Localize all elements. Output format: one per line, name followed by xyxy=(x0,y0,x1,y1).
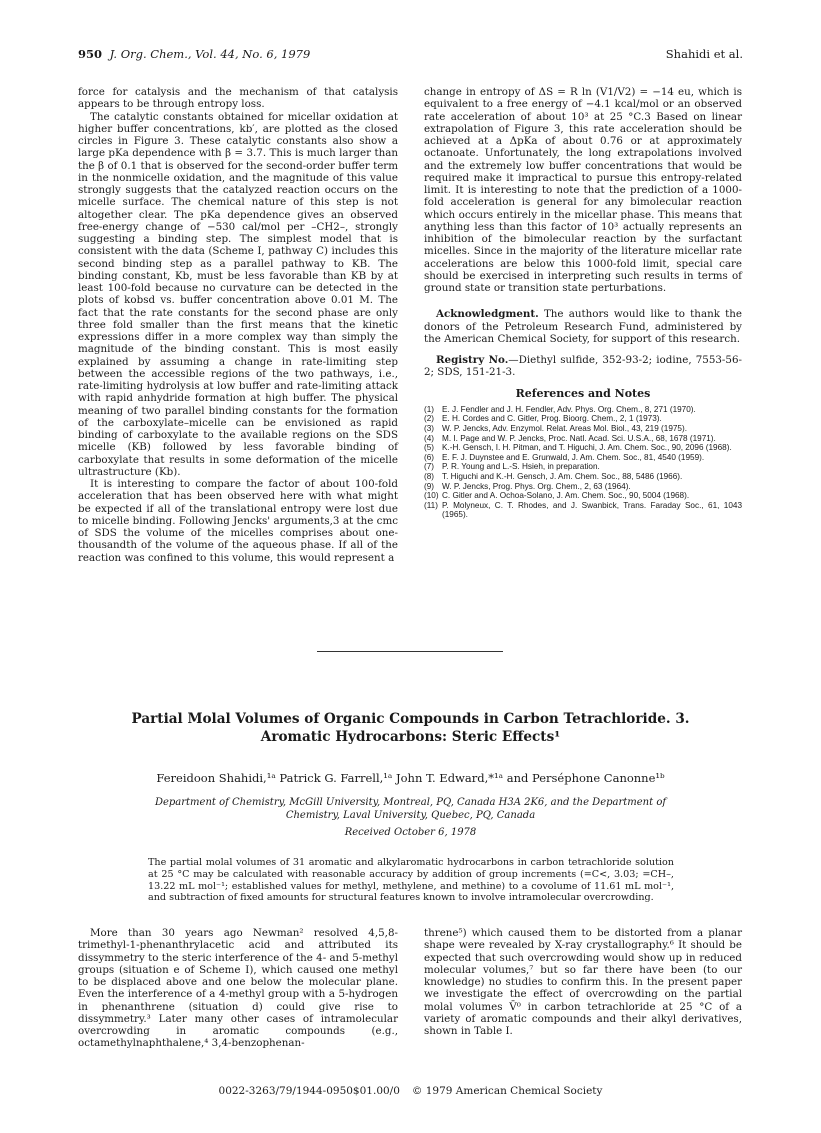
article-body-left-column xyxy=(78,927,398,1050)
reference-item xyxy=(424,482,742,492)
page-number: 950 xyxy=(78,47,103,61)
reference-item xyxy=(424,501,742,520)
reference-number: (3) xyxy=(424,423,435,433)
reference-number: (4) xyxy=(424,433,435,443)
reference-item xyxy=(424,462,742,472)
article-code: 0022-3263/79/1944-0950$01.00/0 xyxy=(218,1085,400,1097)
copyright: © 1979 American Chemical Society xyxy=(411,1085,603,1097)
reference-text: W. P. Jencks, Prog. Phys. Org. Chem., 2, 63 (1964). xyxy=(442,481,631,491)
prev-article-right-column xyxy=(424,86,742,520)
article-body-right-column xyxy=(424,927,742,1037)
paragraph: More than 30 years ago Newman² resolved 4,5,8-trimethyl-1-phenanthrylacetic acid and attributed its dissymmetry to the steric interference of the 4- and 5-methyl groups (situation e of Scheme I), which caused one methyl to be displaced above and one below the molecular plane. Even the interference of a 4-methyl group with a 5-hydrogen in phenanthrene (situation d) could give rise to dissymmetry.³ Later many other cases of intramolecular overcrowding in aromatic compounds (e.g., octamethylnaphthalene,⁴ 3,4-benzophenan- xyxy=(78,927,398,1050)
abstract: The partial molal volumes of 31 aromatic and alkylaromatic hydrocarbons in carbon tetrachloride solution at 25 °C may be calculated with reasonable accuracy by addition of group increments (=C<, 3.03; =CH–, 13.22 mL mol⁻¹; established values for methyl, methylene, and methine) to a covolume of 11.61 mL mol⁻¹, and subtraction of fixed amounts for structural features known to involve intramolecular overcrowding. xyxy=(148,857,674,904)
reference-item xyxy=(424,491,742,501)
prev-article-left-column xyxy=(78,86,398,564)
reference-number: (8) xyxy=(424,471,435,481)
registry-numbers xyxy=(424,354,742,379)
reference-number: (1) xyxy=(424,404,435,414)
title-line-1: Partial Molal Volumes of Organic Compounds in Carbon Tetrachloride. 3. xyxy=(131,711,690,727)
page-footer xyxy=(80,1085,741,1097)
reference-text: C. Gitler and A. Ochoa-Solano, J. Am. Chem. Soc., 90, 5004 (1968). xyxy=(442,491,690,501)
reference-text: K.-H. Gensch, I. H. Pitman, and T. Higuchi, J. Am. Chem. Soc., 90, 2096 (1968). xyxy=(442,443,732,453)
paragraph: threne⁵) which caused them to be distorted from a planar shape were revealed by X-ray crystallography.⁶ It should be expected that such overcrowding would show up in reduced molecular volumes,⁷ but so far there have been (to our knowledge) no studies to confirm this. In the present paper we investigate the effect of overcrowding on the partial molal volumes V̄⁰ in carbon tetrachloride at 25 °C of a variety of aromatic compounds and their alkyl derivatives, shown in Table I. xyxy=(424,927,742,1037)
received-date: Received October 6, 1978 xyxy=(344,827,477,838)
registry-label: Registry No. xyxy=(436,354,509,366)
reference-item xyxy=(424,453,742,463)
reference-number: (5) xyxy=(424,443,435,453)
reference-text: W. P. Jencks, Adv. Enzymol. Relat. Areas Mol. Biol., 43, 219 (1975). xyxy=(442,423,687,433)
reference-number: (7) xyxy=(424,462,435,472)
paragraph: The catalytic constants obtained for micellar oxidation at higher buffer concentrations, kb′, are plotted as the closed circles in Figure 3. These catalytic constants also show a large pKa dependence with β = 3.7. This is much larger than the β of 0.1 that is observed for the second-order buffer term in the nonmicelle oxidation, and the magnitude of this value strongly suggests that the catalyzed reaction occurs on the micelle surface. The chemical nature of this step is not altogether clear. The pKa dependence gives an observed free-energy change of −530 cal/mol per –CH2–, strongly suggesting a binding step. The simplest model that is consistent with the data (Scheme I, pathway C) includes this second binding step as a parallel pathway to KB. The binding constant, Kb, must be less favorable than KB by at least 100-fold because no curvature can be detected in the plots of kobsd vs. buffer concentration above 0.01 M. The fact that the rate constants for the second phase are only three fold smaller than the first means that the kinetic expressions differ in a more complex way than simply the magnitude of the binding constant. This is most easily explained by assuming a change in rate-limiting step between the accessible regions of the two pathways, i.e., rate-limiting hydrolysis at low buffer and rate-limiting attack with rapid anhydride formation at high buffer. The physical meaning of two parallel binding constants for the formation of the carboxylate–micelle can be envisioned as rapid binding of carboxylate to the available regions on the SDS micelle (KB) followed by less favorable binding of carboxylate that results in some deformation of the micelle ultrastructure (Kb). xyxy=(78,110,398,478)
reference-number: (9) xyxy=(424,481,435,491)
reference-item xyxy=(424,424,742,434)
reference-number: (10) xyxy=(424,491,439,501)
reference-text: E. F. J. Duynstee and E. Grunwald, J. Am. Chem. Soc., 81, 4540 (1959). xyxy=(442,452,705,462)
author-list: Fereidoon Shahidi,¹ᵃ Patrick G. Farrell,¹ᵃ John T. Edward,*¹ᵃ and Perséphone Canonne¹ᵇ xyxy=(156,771,665,785)
reference-text: E. J. Fendler and J. H. Fendler, Adv. Phys. Org. Chem., 8, 271 (1970). xyxy=(442,404,696,414)
reference-number: (2) xyxy=(424,414,435,424)
reference-text: M. I. Page and W. P. Jencks, Proc. Natl. Acad. Sci. U.S.A., 68, 1678 (1971). xyxy=(442,433,716,443)
reference-item xyxy=(424,414,742,424)
reference-text: E. H. Cordes and C. Gitler, Prog. Bioorg. Chem., 2, 1 (1973). xyxy=(442,414,662,424)
acknowledgment-text: The authors would like to thank the donors of the Petroleum Research Fund, administered by the American Chemical Society, for support of this research. xyxy=(424,308,742,345)
affiliation: Department of Chemistry, McGill University, Montreal, PQ, Canada H3A 2K6, and the Department of Chemistry, Laval University, Quebec, PQ, Canada xyxy=(154,797,667,821)
reference-number: (6) xyxy=(424,452,435,462)
references-list xyxy=(424,405,742,520)
article-title xyxy=(80,710,741,746)
references-title: References and Notes xyxy=(515,386,651,400)
reference-item xyxy=(424,443,742,453)
running-author: Shahidi et al. xyxy=(665,47,743,61)
registry-text: —Diethyl sulfide, 352-93-2; iodine, 7553-56-2; SDS, 151-21-3. xyxy=(424,354,742,379)
reference-number: (11) xyxy=(424,500,438,510)
reference-text: P. R. Young and L.-S. Hsieh, in preparation. xyxy=(442,462,600,472)
paragraph: It is interesting to compare the factor of about 100-fold acceleration that has been observed here with what might be expected if all of the translational entropy were lost due to micelle binding. Following Jencks' arguments,3 at the cmc of SDS the volume of the micelles comprises about one-thousandth of the volume of the aqueous phase. If all of the reaction was confined to this volume, this would represent a xyxy=(78,478,398,564)
reference-text: P. Molyneux, C. T. Rhodes, and J. Swanbick, Trans. Faraday Soc., 61, 1043 (1965). xyxy=(442,500,742,520)
paragraph: force for catalysis and the mechanism of that catalysis appears to be through entropy loss. xyxy=(78,86,398,111)
reference-text: T. Higuchi and K.-H. Gensch, J. Am. Chem. Soc., 88, 5486 (1966). xyxy=(442,471,683,481)
reference-item xyxy=(424,472,742,482)
journal-citation: J. Org. Chem., Vol. 44, No. 6, 1979 xyxy=(109,47,311,61)
title-line-2: Aromatic Hydrocarbons: Steric Effects¹ xyxy=(260,729,561,745)
article-divider xyxy=(317,651,503,652)
reference-item xyxy=(424,434,742,444)
paragraph: change in entropy of ΔS = R ln (V1/V2) = −14 eu, which is equivalent to a free energy of −4.1 kcal/mol or an observed rate acceleration of about 10³ at 25 °C.3 Based on linear extrapolation of Figure 3, this rate acceleration should be achieved at a ΔpKa of about 0.76 or at approximately octanoate. Unfortunately, the long extrapolations involved and the extremely low buffer concentrations that would be required make it impractical to pursue this entropy-related limit. It is interesting to note that the prediction of a 1000-fold acceleration is general for any bimolecular reaction which occurs entirely in the micellar phase. This means that anything less than this factor of 10³ actually represents an inhibition of the bimolecular reaction by the surfactant micelles. Since in the majority of the literature micellar rate accelerations are below this 1000-fold limit, special care should be exercised in interpreting such results in terms of ground state or transition state perturbations. xyxy=(424,86,742,294)
acknowledgment-label: Acknowledgment. xyxy=(436,308,539,321)
reference-item xyxy=(424,405,742,415)
acknowledgment xyxy=(424,308,742,345)
running-header xyxy=(78,47,743,61)
